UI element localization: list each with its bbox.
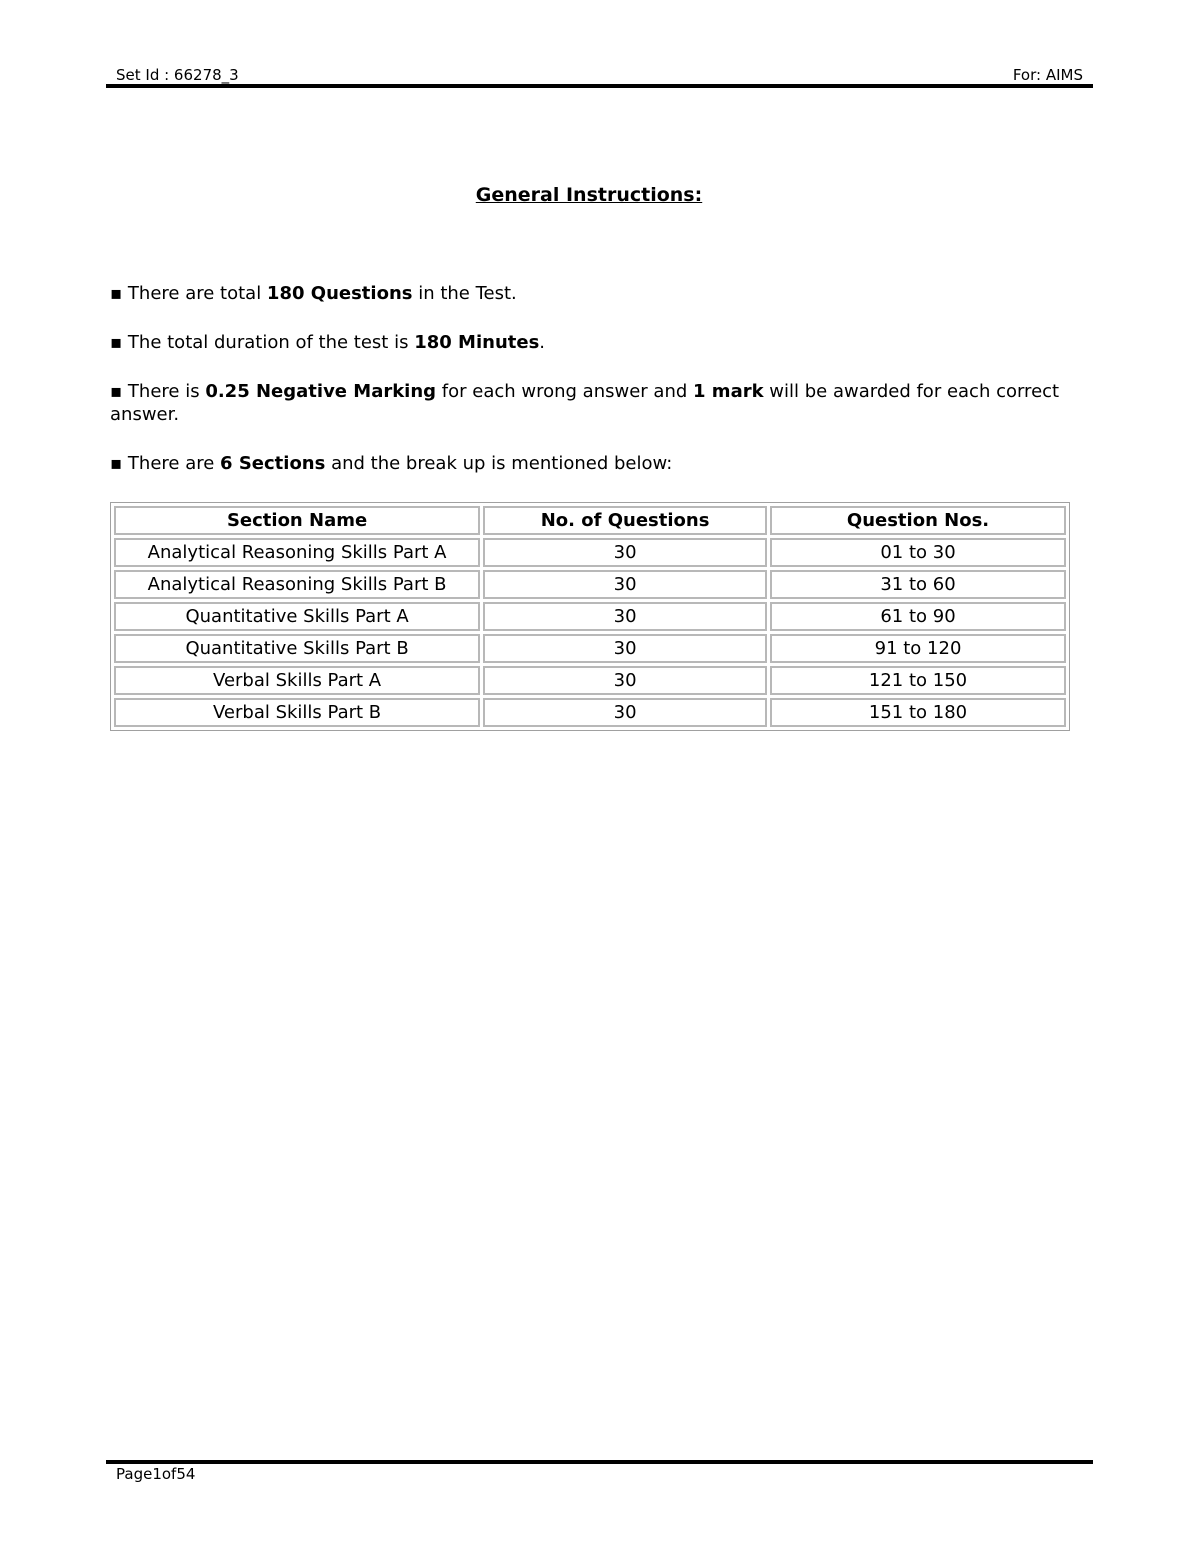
bullet-text: will be awarded for each correct answer. bbox=[110, 381, 1060, 425]
question-range-cell: 91 to 120 bbox=[770, 634, 1066, 663]
instruction-item bbox=[110, 452, 1060, 475]
bullet-text: ▪ There are bbox=[110, 453, 221, 474]
question-count-cell: 30 bbox=[483, 538, 767, 567]
bullet-text: in the Test. bbox=[412, 283, 517, 304]
column-header: No. of Questions bbox=[483, 506, 767, 535]
instruction-item bbox=[110, 282, 1060, 305]
bullet-bold: 1 mark bbox=[693, 381, 764, 402]
page-number: Page1of54 bbox=[116, 1465, 196, 1483]
bullet-bold: 180 Minutes bbox=[414, 332, 540, 353]
table-row bbox=[114, 570, 1066, 599]
page-header bbox=[106, 64, 1093, 84]
header-rule bbox=[106, 84, 1093, 88]
bullet-text: and the break up is mentioned below: bbox=[325, 453, 673, 474]
bullet-text: ▪ There is bbox=[110, 381, 206, 402]
question-range-cell: 151 to 180 bbox=[770, 698, 1066, 727]
for-label: For: AIMS bbox=[1012, 66, 1083, 84]
table-header-row bbox=[114, 506, 1066, 535]
bullet-text: ▪ There are total bbox=[110, 283, 267, 304]
sections-table bbox=[110, 502, 1070, 731]
bullet-text: for each wrong answer and bbox=[436, 381, 694, 402]
instructions-list bbox=[110, 282, 1060, 475]
question-count-cell: 30 bbox=[483, 570, 767, 599]
question-count-cell: 30 bbox=[483, 634, 767, 663]
instruction-item bbox=[110, 331, 1060, 354]
question-count-cell: 30 bbox=[483, 698, 767, 727]
bullet-text: ▪ The total duration of the test is bbox=[110, 332, 415, 353]
table-row bbox=[114, 666, 1066, 695]
table-row bbox=[114, 698, 1066, 727]
page-title: General Instructions: bbox=[475, 184, 703, 206]
set-id: Set Id : 66278_3 bbox=[116, 66, 239, 84]
section-name-cell: Analytical Reasoning Skills Part A bbox=[114, 538, 480, 567]
section-name-cell: Analytical Reasoning Skills Part B bbox=[114, 570, 480, 599]
table-row bbox=[114, 538, 1066, 567]
section-name-cell: Quantitative Skills Part A bbox=[114, 602, 480, 631]
bullet-bold: 6 Sections bbox=[220, 453, 326, 474]
question-range-cell: 31 to 60 bbox=[770, 570, 1066, 599]
column-header: Question Nos. bbox=[770, 506, 1066, 535]
section-name-cell: Verbal Skills Part B bbox=[114, 698, 480, 727]
bullet-text: . bbox=[539, 332, 546, 353]
question-count-cell: 30 bbox=[483, 602, 767, 631]
bullet-bold: 180 Questions bbox=[266, 283, 413, 304]
table-row bbox=[114, 602, 1066, 631]
section-name-cell: Quantitative Skills Part B bbox=[114, 634, 480, 663]
instruction-item bbox=[110, 380, 1060, 426]
footer-rule bbox=[106, 1460, 1093, 1464]
table-row bbox=[114, 634, 1066, 663]
column-header: Section Name bbox=[114, 506, 480, 535]
question-range-cell: 61 to 90 bbox=[770, 602, 1066, 631]
question-range-cell: 121 to 150 bbox=[770, 666, 1066, 695]
question-count-cell: 30 bbox=[483, 666, 767, 695]
section-name-cell: Verbal Skills Part A bbox=[114, 666, 480, 695]
bullet-bold: 0.25 Negative Marking bbox=[205, 381, 437, 402]
question-range-cell: 01 to 30 bbox=[770, 538, 1066, 567]
